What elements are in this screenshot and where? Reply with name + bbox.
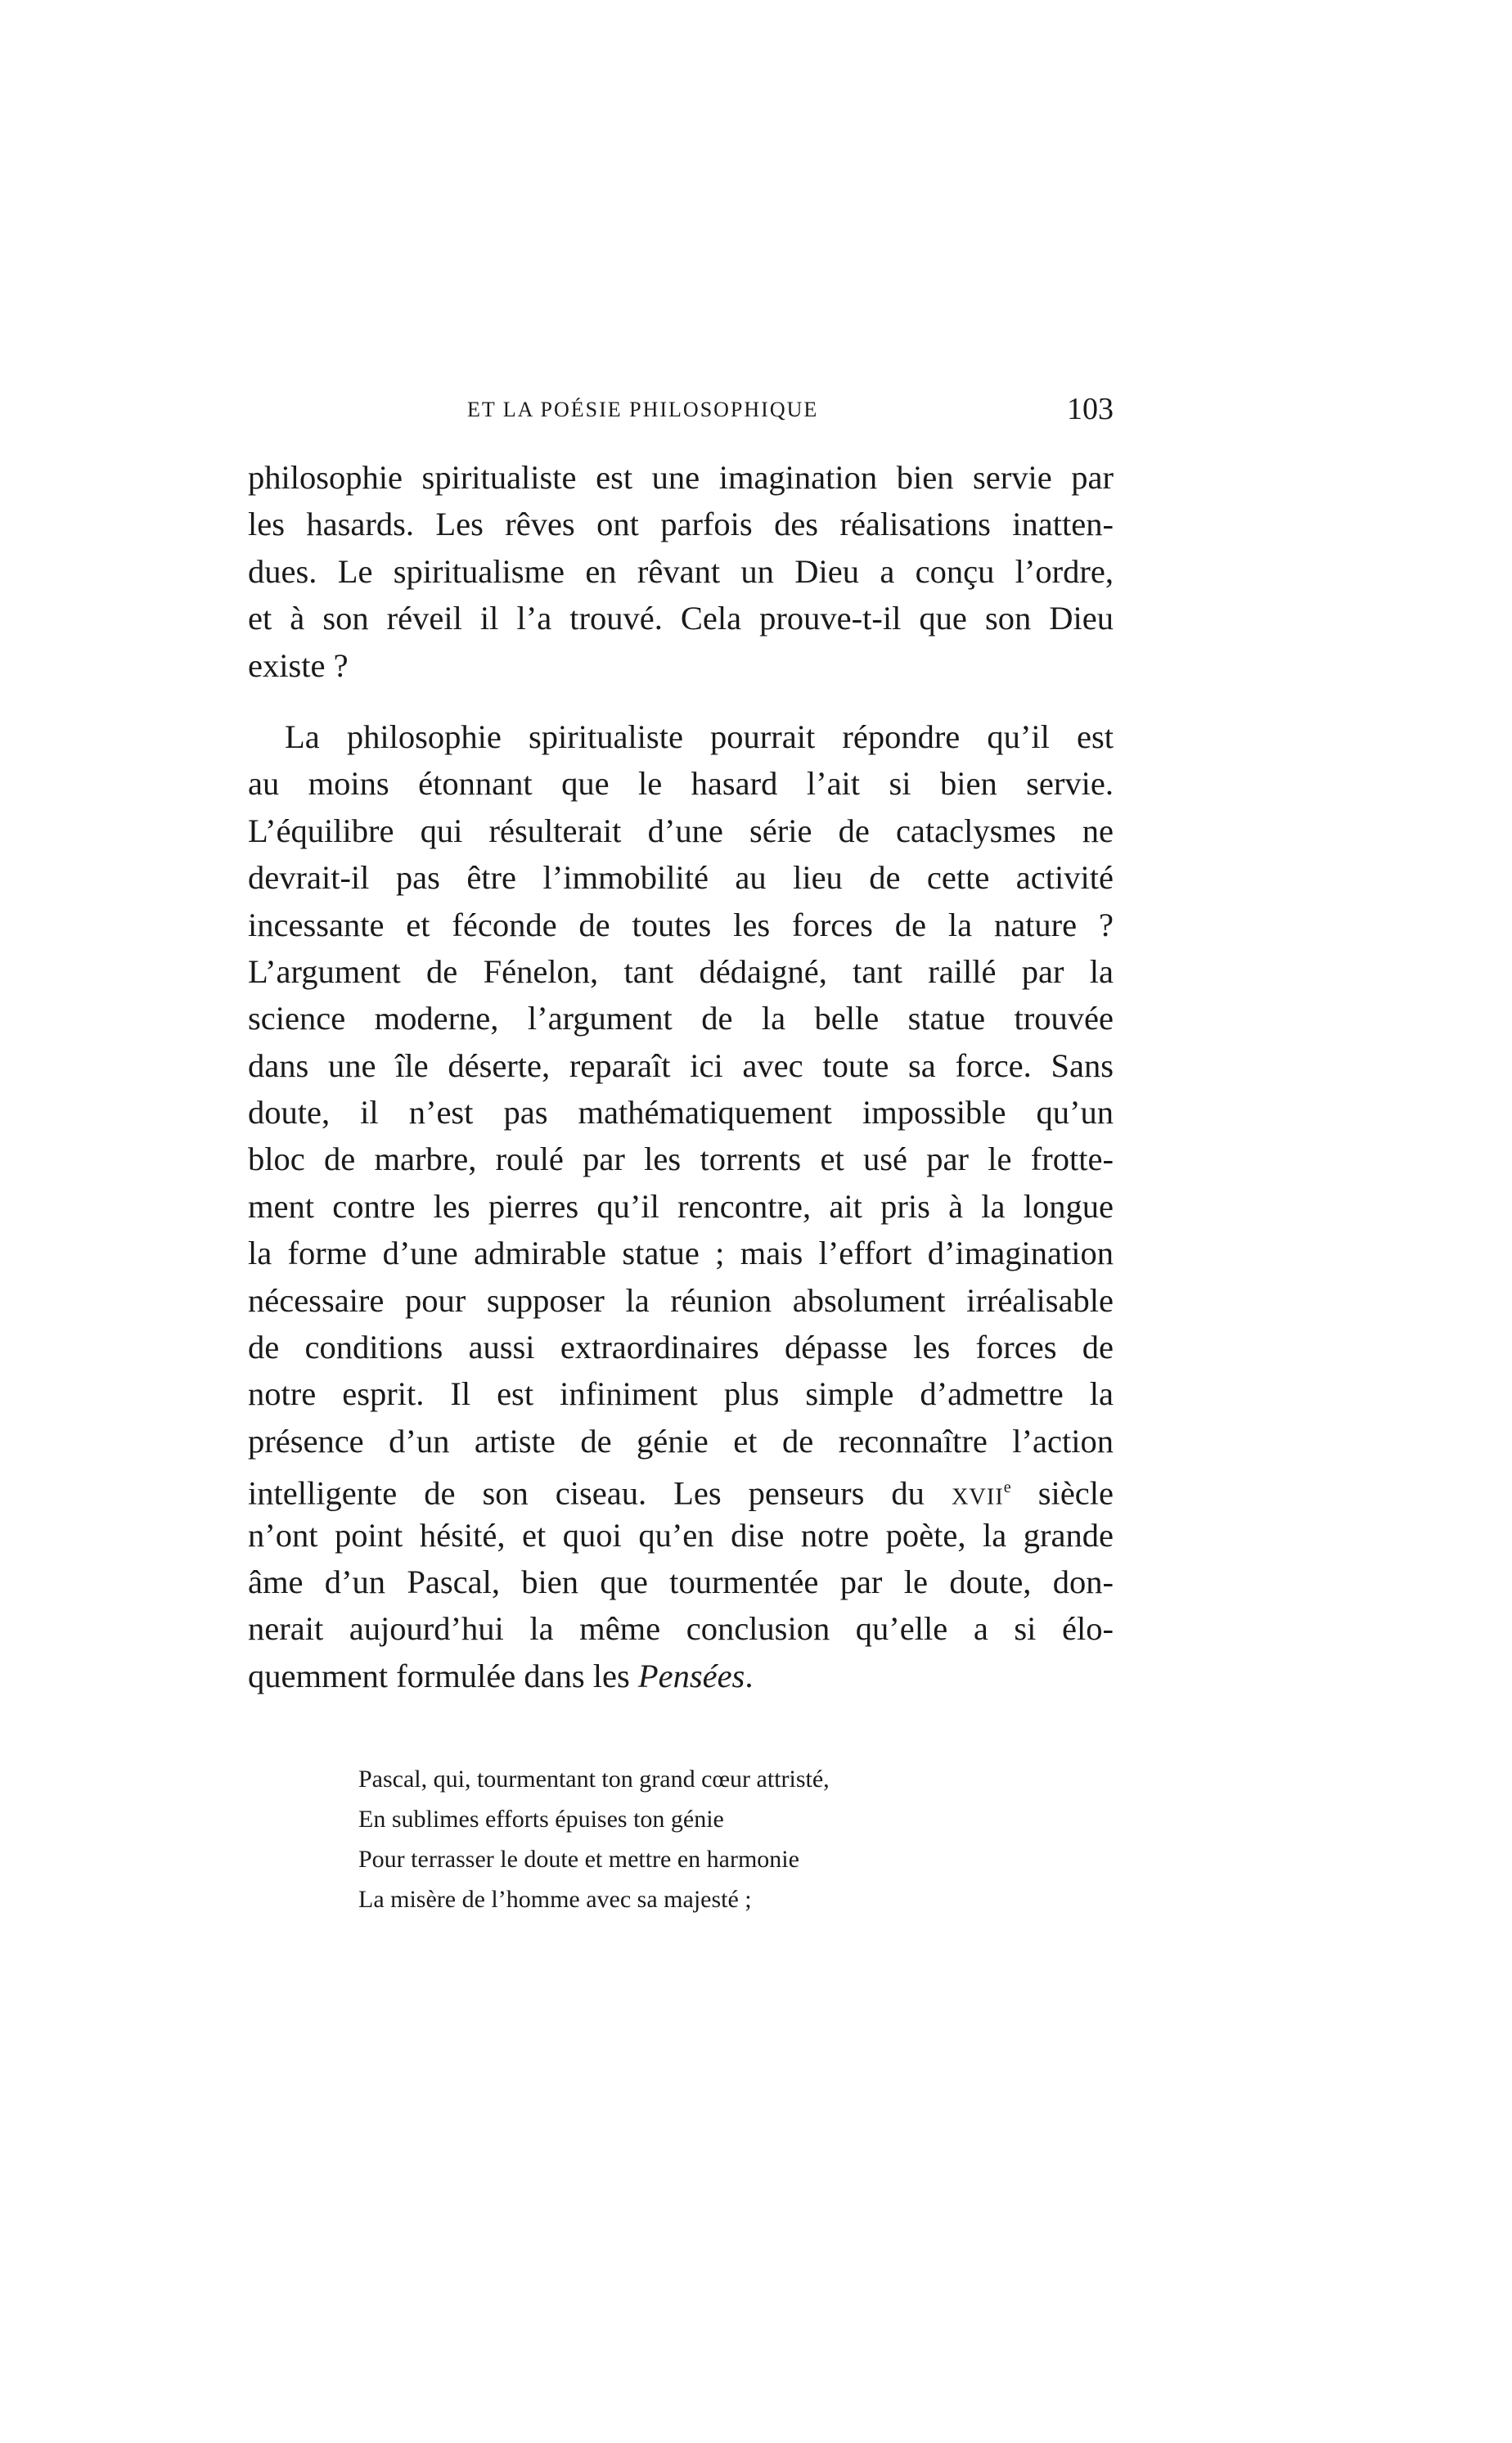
text-line: L’équilibre qui résulterait d’une série de cataclysmes ne	[248, 812, 1114, 849]
text-line: la forme d’une admirable statue ; mais l’effort d’imagination	[248, 1235, 1114, 1272]
text-line: nerait aujourd’hui la même conclusion qu’elle a si élo-	[248, 1610, 1114, 1648]
text-line: nécessaire pour supposer la réunion absolument irréalisable	[248, 1281, 1114, 1319]
italic-title: Pensées	[637, 1657, 745, 1694]
text-line: devrait-il pas être l’immobilité au lieu de cette activité	[248, 859, 1114, 897]
running-title: ET LA POÉSIE PHILOSOPHIQUE	[467, 398, 819, 421]
verse-line: En sublimes efforts épuises ton génie	[358, 1806, 724, 1833]
verse-line: Pour terrasser le doute et mettre en harmonie	[358, 1846, 799, 1873]
text-line-century: intelligente de son ciseau. Les penseurs du XVIIe siècle	[248, 1474, 1114, 1512]
text-line: bloc de marbre, roulé par les torrents et usé par le frotte-	[248, 1141, 1114, 1178]
text-line: n’ont point hésité, et quoi qu’en dise notre poète, la grande	[248, 1516, 1114, 1554]
verse-quotation	[358, 1759, 830, 1919]
verse-line: La misère de l’homme avec sa majesté ;	[358, 1886, 752, 1913]
text-line: notre esprit. Il est infiniment plus simple d’admettre la	[248, 1375, 1114, 1413]
text-line: les hasards. Les rêves ont parfois des réalisations inatten-	[248, 506, 1114, 543]
text-line: incessante et féconde de toutes les forces de la nature ?	[248, 906, 1114, 943]
text-line: âme d’un Pascal, bien que tourmentée par le doute, don-	[248, 1563, 1114, 1600]
text-line: de conditions aussi extraordinaires dépasse les forces de	[248, 1329, 1114, 1366]
text-line: dans une île déserte, reparaît ici avec toute sa force. Sans	[248, 1046, 1114, 1084]
text-line: et à son réveil il l’a trouvé. Cela prouve-t-il que son Dieu	[248, 600, 1114, 637]
text-line: science moderne, l’argument de la belle statue trouvée	[248, 1000, 1114, 1037]
text-line-last: quemment formulée dans les Pensées.	[248, 1657, 754, 1694]
text-line: La philosophie spiritualiste pourrait répondre qu’il est	[285, 718, 1114, 755]
text-line: philosophie spiritualiste est une imagination bien servie par	[248, 459, 1114, 496]
text-line: existe ?	[248, 646, 349, 684]
verse-line: Pascal, qui, tourmentant ton grand cœur attristé,	[358, 1766, 830, 1793]
text-line: ment contre les pierres qu’il rencontre, ait pris à la longue	[248, 1187, 1114, 1225]
text-line: au moins étonnant que le hasard l’ait si bien servie.	[248, 765, 1114, 803]
text-line: présence d’un artiste de génie et de reconnaître l’action	[248, 1422, 1114, 1460]
body-text	[248, 454, 1114, 1699]
page-number: 103	[1067, 392, 1114, 426]
running-header	[248, 391, 1114, 432]
text-line: L’argument de Fénelon, tant dédaigné, tant raillé par la	[248, 952, 1114, 990]
text-line: dues. Le spiritualisme en rêvant un Dieu a conçu l’ordre,	[248, 552, 1114, 590]
text-line: doute, il n’est pas mathématiquement impossible qu’un	[248, 1094, 1114, 1132]
